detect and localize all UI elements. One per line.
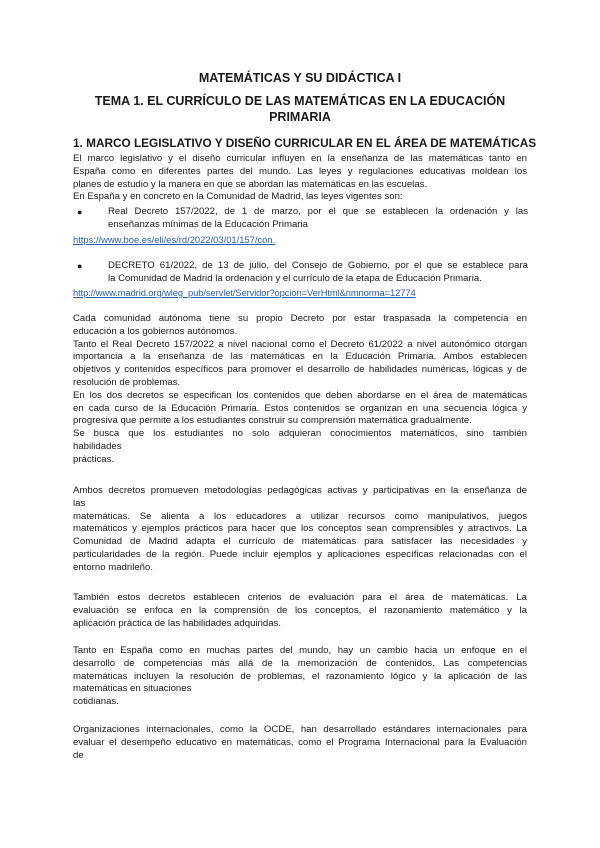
text-line: España como en diferentes partes del mundo. Las leyes y regulaciones educativas moldean los [73, 165, 527, 177]
text-line: evaluar el desempeño educativo en matemáticas, como el Programa Internacional para la Evaluación [73, 736, 527, 748]
bullet-icon: ● [77, 207, 83, 217]
text-line: También estos decretos establecen criterios de evaluación para el área de matemáticas. La [73, 592, 527, 603]
text-line: prácticas. [73, 453, 115, 465]
text-line: Ambos decretos promueven metodologías pedagógicas activas y participativas en la enseñanza de [73, 485, 527, 496]
text-line: Tanto en España como en muchas partes del mundo, hay un cambio hacia un enfoque en el [73, 645, 527, 656]
text-line: En España y en concreto en la Comunidad de Madrid, las leyes vigentes son: [73, 191, 403, 203]
text-line: El marco legislativo y el diseño curricular influyen en la enseñanza de las matemáticas tanto en [73, 153, 527, 164]
text-line: Comunidad de Madrid adapta el currículo de matemáticas para satisfacer las necesidades y [73, 536, 527, 548]
madrid-link[interactable]: http://www.madrid.org/wleg_pub/servlet/Servidor?opcion=VerHtml&nmnorma=12774 [73, 287, 416, 298]
paragraph-competencias [73, 645, 527, 709]
text-line: resolución de problemas. [73, 376, 181, 388]
text-line: entorno madrileño. [73, 561, 153, 573]
text-line: matemáticos y ejemplos prácticos para hacer que los conceptos sean comprensibles y atractivos. La [73, 523, 527, 535]
topic-title-line2: PRIMARIA [269, 110, 331, 124]
text-line: de [73, 749, 84, 761]
text-line: cotidianas. [73, 696, 119, 708]
text-line: particularidades de la región. Puede incluir ejemplos y aplicaciones específicas relacionadas con el [73, 548, 527, 560]
bullet-icon: ● [77, 261, 83, 271]
section-heading: 1. MARCO LEGISLATIVO Y DISEÑO CURRICULAR EN EL ÁREA DE MATEMÁTICAS [73, 136, 537, 150]
text-line: desarrollo de competencias más allá de la memorización de contenidos. Las competencias [73, 657, 527, 669]
paragraph-metodologias [73, 485, 527, 575]
paragraph-comunidades [73, 313, 527, 467]
text-line: las [73, 497, 86, 509]
text-line: habilidades [73, 440, 122, 452]
text-line: Real Decreto 157/2022, de 1 de marzo, por el que se establecen la ordenación y las [108, 206, 528, 217]
text-line: en cada curso de la Educación Primaria. Estos contenidos se organizan en una secuencia lógica y [73, 402, 527, 414]
topic-title-line1: TEMA 1. EL CURRÍCULO DE LAS MATEMÁTICAS EN LA EDUCACIÓN [94, 94, 506, 108]
text-line: importancia a la enseñanza de las matemáticas en la Educación Primaria. Ambos establecen [73, 351, 527, 363]
text-line: Organizaciones internacionales, como la OCDE, han desarrollado estándares internacionales para [73, 724, 527, 735]
text-line: DECRETO 61/2022, de 13 de julio, del Consejo de Gobierno, por el que se establece para [108, 260, 528, 271]
text-line: educación a los gobiernos autónomos. [73, 325, 238, 337]
text-line: evaluación se enfoca en la comprensión de los conceptos, el razonamiento matemático y la [73, 604, 527, 616]
law-item-rd-157 [108, 206, 528, 232]
law-item-decreto-61 [108, 260, 528, 286]
text-line: matemáticas incluyen la resolución de problemas, el razonamiento lógico y la aplicación de las [73, 670, 527, 682]
intro-paragraph [73, 153, 527, 204]
text-line: En los dos decretos se especifican los contenidos que deben abordarse en el área de matemáticas [73, 389, 527, 401]
text-line: la Comunidad de Madrid la ordenación y el currículo de la etapa de Educación Primaria. [108, 272, 482, 284]
document-title: MATEMÁTICAS Y SU DIDÁCTICA I [198, 71, 402, 85]
paragraph-ocde [73, 724, 527, 762]
text-line: Se busca que los estudiantes no solo adquieran conocimientos matemáticos, sino también [73, 428, 527, 440]
text-line: matemáticas en situaciones [73, 683, 192, 695]
paragraph-evaluacion [73, 592, 527, 630]
text-line: Cada comunidad autónoma tiene su propio Decreto por estar traspasada la competencia en [73, 313, 527, 324]
text-line: enseñanzas mínimas de la Educación Primaria [108, 218, 308, 230]
text-line: planes de estudio y la manera en que se abordan las matemáticas en las escuelas. [73, 178, 428, 190]
text-line: matemáticas. Se alienta a los educadores a utilizar recursos como manipulativos, juegos [73, 510, 527, 522]
text-line: aplicación práctica de las habilidades adquiridas. [73, 617, 281, 629]
text-line: objetivos y contenidos específicos para promover el desarrollo de habilidades numéricas, lógicas y de [73, 364, 527, 376]
boe-link[interactable]: https://www.boe.es/eli/es/rd/2022/03/01/157/con. [73, 234, 276, 245]
text-line: progresiva que permite a los estudiantes construir su comprensión matemática gradualmente. [73, 415, 472, 427]
text-line: Tanto el Real Decreto 157/2022 a nivel nacional como el Decreto 61/2022 a nivel autonómico otorgan [73, 338, 527, 350]
